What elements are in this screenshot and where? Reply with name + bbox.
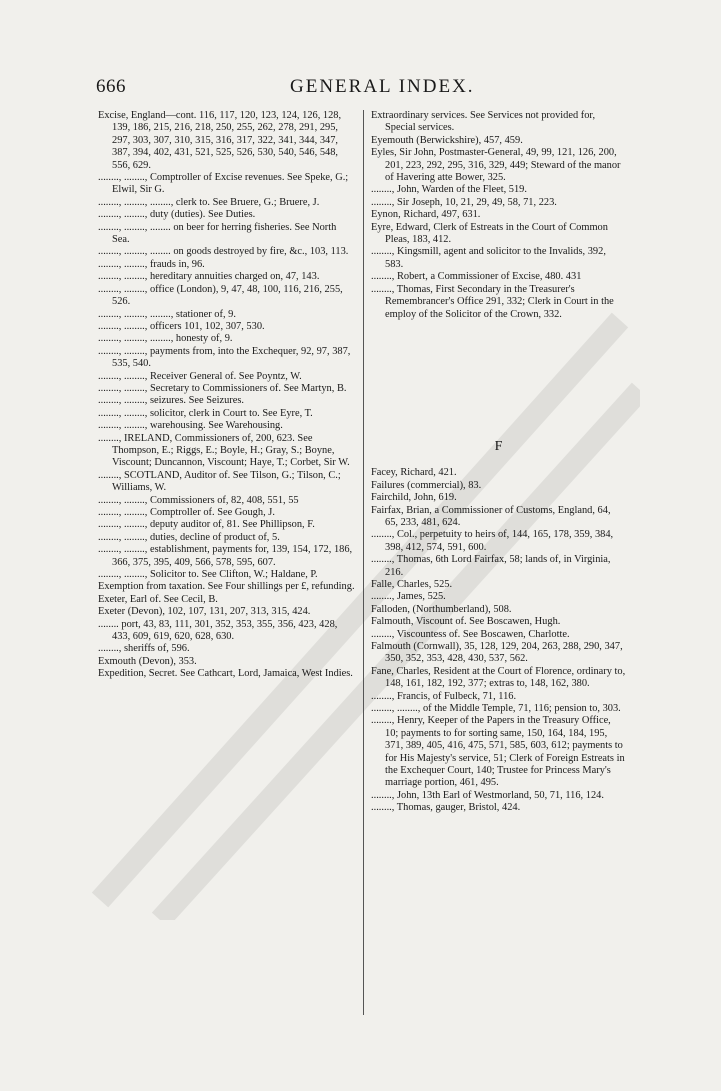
index-entry: ........, Francis, of Fulbeck, 71, 116. xyxy=(371,690,517,702)
index-entry: ........, ........, establishment, payments for, 139, 154, 172, 186, 366, 375, 395, 409, 566, 578, 595, 607. xyxy=(98,544,353,568)
index-entry: ........, Robert, a Commissioner of Excise, 480. 431 xyxy=(371,271,582,283)
index-entry: Fairchild, John, 619. xyxy=(371,492,457,504)
index-entry: ........, ........, ........, clerk to. See Bruere, G.; Bruere, J. xyxy=(98,196,320,208)
index-entry: ........, ........, ........ on beer for herring fisheries. See North Sea. xyxy=(98,221,337,246)
column-divider xyxy=(363,110,364,1015)
index-entry: Eyemouth (Berwickshire), 457, 459. xyxy=(371,134,523,146)
index-entry: ........, ........, ........, honesty of, 9. xyxy=(98,333,233,345)
index-entry: ........, ........, Solicitor to. See Clifton, W.; Haldane, P. xyxy=(98,569,318,581)
index-entry: ........, sheriffs of, 596. xyxy=(98,643,190,655)
index-entry: ........, ........, payments from, into the Exchequer, 92, 97, 387, 535, 540. xyxy=(98,345,351,370)
index-entry: ........ port, 43, 83, 111, 301, 352, 353, 355, 356, 423, 428, 433, 609, 619, 620, 628, 630. xyxy=(98,618,338,643)
index-entry: ........, ........, ........, stationer of, 9. xyxy=(98,308,236,320)
index-entry: ........, Henry, Keeper of the Papers in the Treasury Office, 10; payments to for sorting same, 150, 164, 184, 195, 371, 389, 405, 416, 475, 571, 585, 603, 612; payments to for His Majesty's service, 51; Clerk of Foreign Estreats in the Exchequer Court, 140; Trustee for Princess Mary's marriage portion, 461, 495. xyxy=(371,715,625,789)
index-entry: ........, Thomas, First Secondary in the Treasurer's Remembrancer's Office 291, 332; Clerk in Court in the employ of the Solicitor of the Crown, 332. xyxy=(371,283,614,320)
index-entry: ........, ........, Comptroller of Excise revenues. See Speke, G.; Elwil, Sir G. xyxy=(98,172,349,196)
index-entry: Eyre, Edward, Clerk of Estreats in the Court of Common Pleas, 183, 412. xyxy=(371,221,608,246)
index-entry: Exemption from taxation. See Four shillings per £, refunding. xyxy=(98,581,355,593)
index-entry: Falloden, (Northumberland), 508. xyxy=(371,603,512,615)
index-entry: ........, ........, solicitor, clerk in Court to. See Eyre, T. xyxy=(98,407,313,419)
index-entry: ........, ........, hereditary annuities charged on, 47, 143. xyxy=(98,271,320,283)
index-entry: ........, ........, ........ on goods destroyed by fire, &c., 103, 113. xyxy=(98,246,349,258)
index-entry: Falmouth, Viscount of. See Boscawen, Hugh. xyxy=(371,616,561,628)
index-entry: Exeter (Devon), 102, 107, 131, 207, 313, 315, 424. xyxy=(98,606,311,618)
index-entry: Falle, Charles, 525. xyxy=(371,578,453,590)
running-title: GENERAL INDEX. xyxy=(290,76,475,97)
index-entry: ........, John, Warden of the Fleet, 519. xyxy=(371,184,527,196)
index-entry: ........, Thomas, gauger, Bristol, 424. xyxy=(371,802,521,814)
index-entry: ........, ........, Receiver General of. See Poyntz, W. xyxy=(98,370,302,382)
index-entry: Eynon, Richard, 497, 631. xyxy=(371,209,481,221)
index-entry: ........, IRELAND, Commissioners of, 200, 623. See Thompson, E.; Riggs, E.; Boyle, H.; Gray, S.; Boyne, Viscount; Duncannon, Viscount; Haye, T.; Corbet, Sir W. xyxy=(98,432,350,469)
index-entry: ........, SCOTLAND, Auditor of. See Tilson, G.; Tilson, C.; Williams, W. xyxy=(98,469,341,494)
index-entry: Eyles, Sir John, Postmaster-General, 49, 99, 121, 126, 200, 201, 223, 292, 295, 316, 329, 449; Steward of the manor of Havering atte Bower, 325. xyxy=(371,147,621,184)
index-entry: ........, ........, Comptroller of. See Gough, J. xyxy=(98,507,275,518)
index-entry: Facey, Richard, 421. xyxy=(371,467,457,479)
index-entry: ........, ........, office (London), 9, 47, 48, 100, 116, 216, 255, 526. xyxy=(98,283,343,308)
index-entry: Failures (commercial), 83. xyxy=(371,479,482,491)
index-entry: ........, ........, frauds in, 96. xyxy=(98,258,205,270)
index-entry: ........, ........, of the Middle Temple, 71, 116; pension to, 303. xyxy=(371,703,621,715)
section-letter: F xyxy=(494,438,503,454)
index-entry: Expedition, Secret. See Cathcart, Lord, Jamaica, West Indies. xyxy=(98,668,353,680)
index-entry: ........, ........, duty (duties). See Duties. xyxy=(98,209,256,221)
left-column xyxy=(98,110,356,681)
right-column xyxy=(371,110,626,815)
index-entry: ........, ........, Secretary to Commissioners of. See Martyn, B. xyxy=(98,382,347,394)
index-entry: ........, ........, officers 101, 102, 307, 530. xyxy=(98,320,265,332)
index-entry: ........, Viscountess of. See Boscawen, Charlotte. xyxy=(371,628,570,640)
index-entry: ........, John, 13th Earl of Westmorland, 50, 71, 116, 124. xyxy=(371,789,604,801)
index-entry: Extraordinary services. See Services not provided for, Special services. xyxy=(371,110,596,134)
index-entry: ........, Kingsmill, agent and solicitor to the Invalids, 392, 583. xyxy=(371,246,606,270)
index-entry: ........, ........, deputy auditor of, 81. See Phillipson, F. xyxy=(98,519,315,531)
index-entry: ........, Sir Joseph, 10, 21, 29, 49, 58, 71, 223. xyxy=(371,196,557,208)
index-entry: Excise, England—cont. 116, 117, 120, 123, 124, 126, 128, 139, 186, 215, 216, 218, 250, 255, 262, 278, 291, 295, 297, 303, 307, 310, 315, 316, 317, 322, 341, 344, 347, 387, 394, 402, 431, 521, 525, 526, 530, 540, 546, 548, 556, 629. xyxy=(98,110,342,171)
index-entry: ........, James, 525. xyxy=(371,591,446,603)
page-number: 666 xyxy=(96,76,126,97)
index-entry: Fane, Charles, Resident at the Court of Florence, ordinary to, 148, 161, 182, 192, 377; extras to, 148, 162, 380. xyxy=(371,665,626,690)
index-entry: ........, Col., perpetuity to heirs of, 144, 165, 178, 359, 384, 398, 412, 574, 591, 600. xyxy=(371,529,614,553)
index-entry: ........, ........, duties, decline of product of, 5. xyxy=(98,531,280,543)
index-entry: Fairfax, Brian, a Commissioner of Customs, England, 64, 65, 233, 481, 624. xyxy=(371,504,611,528)
index-entry: Exeter, Earl of. See Cecil, B. xyxy=(98,593,218,605)
index-entry: ........, Thomas, 6th Lord Fairfax, 58; lands of, in Virginia, 216. xyxy=(371,554,611,578)
index-entry: ........, ........, Commissioners of, 82, 408, 551, 55 xyxy=(98,494,299,506)
index-entry: ........, ........, warehousing. See Warehousing. xyxy=(98,420,283,432)
index-entry: Falmouth (Cornwall), 35, 128, 129, 204, 263, 288, 290, 347, 350, 352, 353, 428, 430, 537, 562. xyxy=(371,641,623,665)
index-entry: ........, ........, seizures. See Seizures. xyxy=(98,395,245,407)
index-entry: Exmouth (Devon), 353. xyxy=(98,655,197,667)
